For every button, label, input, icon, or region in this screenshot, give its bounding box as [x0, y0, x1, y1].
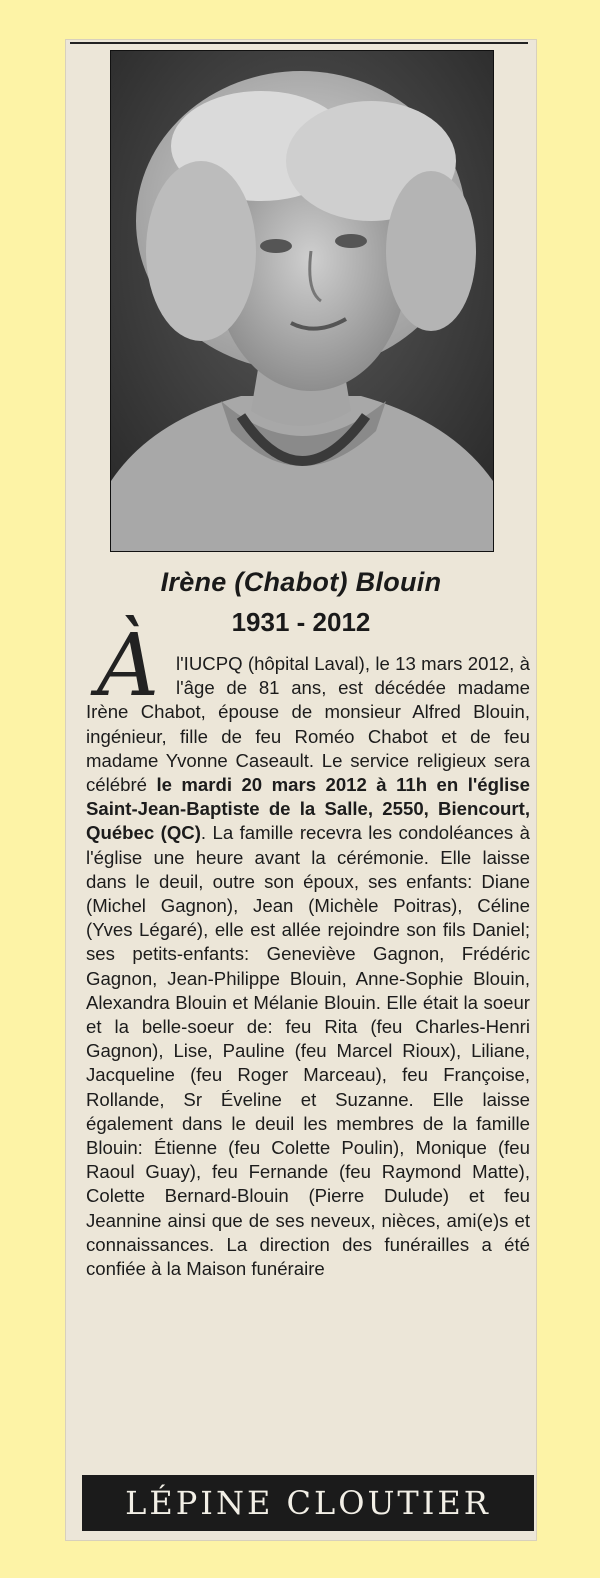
- life-years: 1931 - 2012: [231, 607, 371, 637]
- obituary-text-part-1: l'IUCPQ (hôpital Laval), le 13 mars 2012, à l'âge de 81 ans, est décédée madame Irène Chabot, épouse de monsieur Alfred Blouin, ingénieur, fille de feu Roméo Chabot et de feu madame Yvonne Caseault. Le service religieux sera célébré: [86, 653, 530, 796]
- funeral-home-name: LÉPINE CLOUTIER: [125, 1484, 491, 1522]
- obituary-text: [86, 652, 530, 1281]
- portrait-photo: [110, 50, 494, 552]
- obituary-text-part-2: . La famille recevra les condoléances à l'église une heure avant la cérémonie. Elle laisse dans le deuil, outre son époux, ses enfants: Diane (Michel Gagnon), Jean (Michèle Poitras), Céline (Yves Légaré), elle est allée rejoindre son fils Daniel; ses petits-enfants: Geneviève Gagnon, Frédéric Gagnon, Jean-Philippe Blouin, Anne-Sophie Blouin, Alexandra Blouin et Mélanie Blouin. Elle était la soeur et la belle-soeur de: feu Rita (feu Charles-Henri Gagnon), Lise, Pauline (feu Marcel Rioux), Liliane, Jacqueline (feu Roger Marceau), feu Françoise, Rollande, Sr Éveline et Suzanne. Elle laisse également dans le deuil les membres de la famille Blouin: Étienne (feu Colette Poulin), Monique (feu Raoul Guay), feu Fernande (feu Raymond Matte), Colette Bernard-Blouin (Pierre Dulude) et feu Jeannine ainsi que de ses neveux, nièces, ami(e)s et connaissances. La direction des funérailles a été confiée à la Maison funéraire: [86, 822, 530, 1280]
- deceased-name: Irène (Chabot) Blouin: [160, 567, 442, 597]
- funeral-home-banner: [82, 1475, 534, 1531]
- drop-cap: À: [96, 616, 160, 716]
- service-details: le mardi 20 mars 2012 à 11h en l'église Saint-Jean-Baptiste de la Salle, 2550, Biencourt, Québec (QC): [86, 774, 530, 844]
- top-rule: [70, 42, 528, 44]
